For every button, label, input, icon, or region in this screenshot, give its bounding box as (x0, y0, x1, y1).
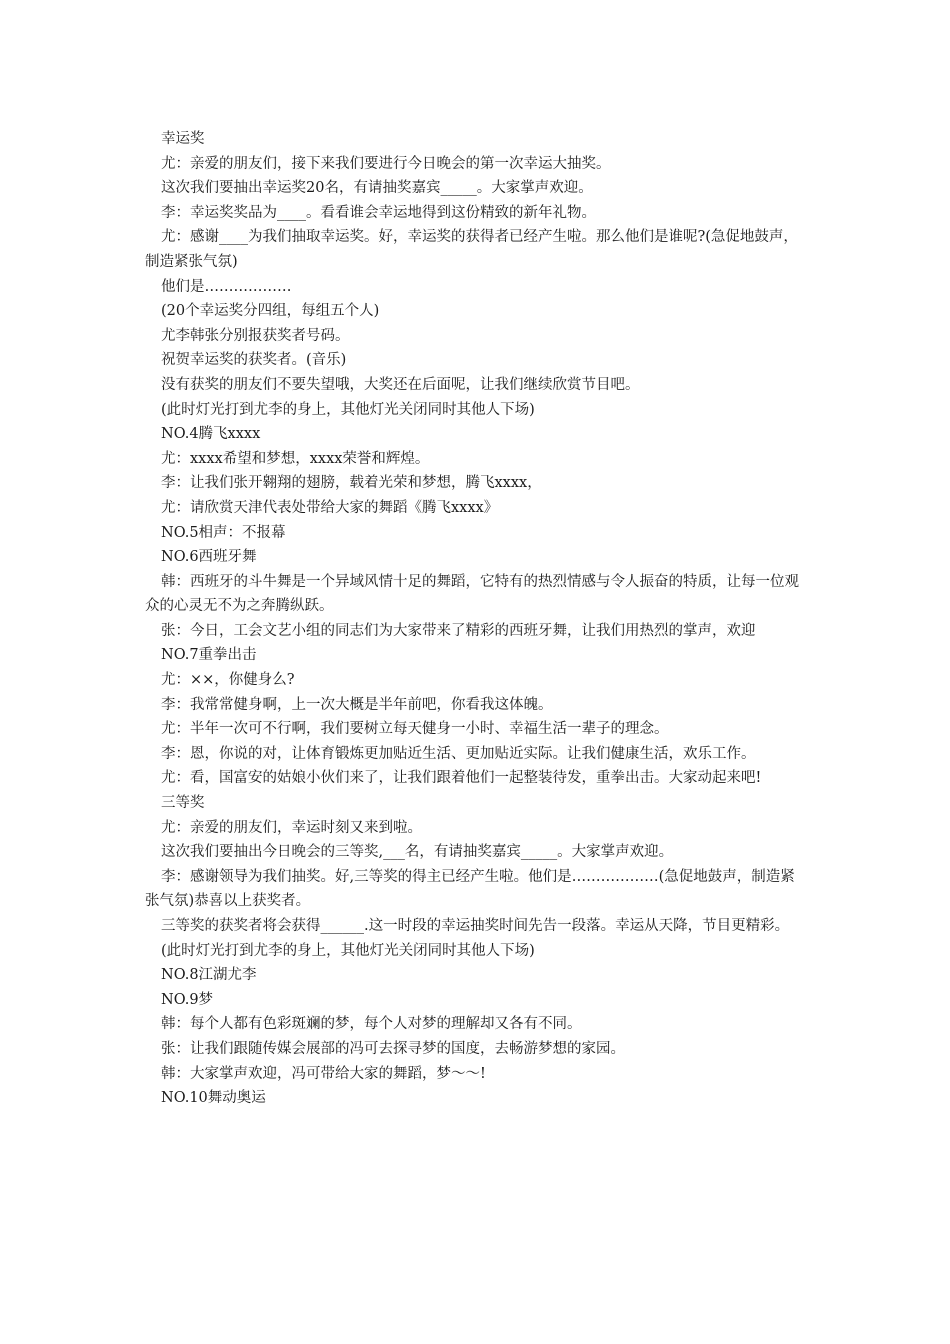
paragraph: (20个幸运奖分四组，每组五个人) (161, 303, 380, 320)
paragraph: 尤：看，国富安的姑娘小伙们来了，让我们跟着他们一起整装待发，重拳出击。大家动起来吧! (161, 770, 762, 787)
paragraph: 韩：大家掌声欢迎，冯可带给大家的舞蹈，梦～～! (161, 1065, 486, 1082)
paragraph: 尤：请欣赏天津代表处带给大家的舞蹈《腾飞xxxx》 (161, 499, 499, 516)
paragraph: (此时灯光打到尤李的身上，其他灯光关闭同时其他人下场) (161, 942, 535, 959)
paragraph: 尤：××，你健身么? (161, 672, 295, 689)
paragraph: 祝贺幸运奖的获奖者。(音乐) (161, 352, 347, 369)
paragraph: 李：让我们张开翱翔的翅膀，载着光荣和梦想，腾飞xxxx， (161, 475, 542, 492)
paragraph: 韩：每个人都有色彩斑斓的梦，每个人对梦的理解却又各有不同。 (161, 1016, 582, 1033)
paragraph: 尤：亲爱的朋友们，接下来我们要进行今日晚会的第一次幸运大抽奖。 (161, 155, 611, 172)
paragraph: NO.5相声：不报幕 (161, 524, 286, 541)
paragraph: 张：让我们跟随传媒会展部的冯可去探寻梦的国度，去畅游梦想的家园。 (161, 1040, 625, 1057)
paragraph: 没有获奖的朋友们不要失望哦，大奖还在后面呢，让我们继续欣赏节目吧。 (161, 376, 640, 393)
paragraph: 李：恩，你说的对，让体育锻炼更加贴近生活、更加贴近实际。让我们健康生活，欢乐工作。 (161, 745, 756, 762)
document-body (145, 127, 805, 1111)
paragraph: NO.7重拳出击 (161, 647, 257, 664)
paragraph: NO.6西班牙舞 (161, 549, 257, 566)
paragraph: NO.10舞动奥运 (161, 1090, 266, 1107)
paragraph: 尤：感谢____为我们抽取幸运奖。好，幸运奖的获得者已经产生啦。那么他们是谁呢?(急促地鼓声，制造紧张气氛) (145, 229, 798, 270)
paragraph: 幸运奖 (161, 131, 205, 147)
paragraph: 这次我们要抽出今日晚会的三等奖,___名，有请抽奖嘉宾_____。大家掌声欢迎。 (161, 844, 674, 861)
paragraph: 尤：亲爱的朋友们，幸运时刻又来到啦。 (161, 819, 422, 836)
paragraph: 三等奖 (161, 795, 205, 812)
paragraph: 他们是……………… (161, 278, 292, 295)
paragraph: 张：今日，工会文艺小组的同志们为大家带来了精彩的西班牙舞，让我们用热烈的掌声，欢迎 (161, 622, 756, 639)
paragraph: NO.8江湖尤李 (161, 967, 257, 984)
paragraph: NO.4腾飞xxxx (161, 426, 261, 443)
paragraph: 李：感谢领导为我们抽奖。好,三等奖的得主已经产生啦。他们是………………(急促地鼓声，制造紧张气氛)恭喜以上获奖者。 (145, 868, 795, 910)
paragraph: 这次我们要抽出幸运奖20名，有请抽奖嘉宾_____。大家掌声欢迎。 (161, 180, 593, 197)
paragraph: NO.9梦 (161, 991, 214, 1008)
paragraph: 三等奖的获奖者将会获得______.这一时段的幸运抽奖时间先告一段落。幸运从天降，节目更精彩。 (161, 918, 790, 934)
paragraph: 李：我常常健身啊，上一次大概是半年前吧，你看我这体魄。 (161, 696, 553, 713)
paragraph: 尤：xxxx希望和梦想，xxxx荣誉和辉煌。 (161, 450, 430, 467)
paragraph: 尤：半年一次可不行啊，我们要树立每天健身一小时、幸福生活一辈子的理念。 (161, 721, 669, 738)
paragraph: 韩：西班牙的斗牛舞是一个异域风情十足的舞蹈，它特有的热烈情感与令人振奋的特质，让每一位观众的心灵无不为之奔腾纵跃。 (145, 573, 799, 615)
paragraph: (此时灯光打到尤李的身上，其他灯光关闭同时其他人下场) (161, 401, 535, 418)
paragraph: 尤李韩张分别报获奖者号码。 (161, 327, 350, 344)
paragraph: 李：幸运奖奖品为____。看看谁会幸运地得到这份精致的新年礼物。 (161, 204, 596, 221)
